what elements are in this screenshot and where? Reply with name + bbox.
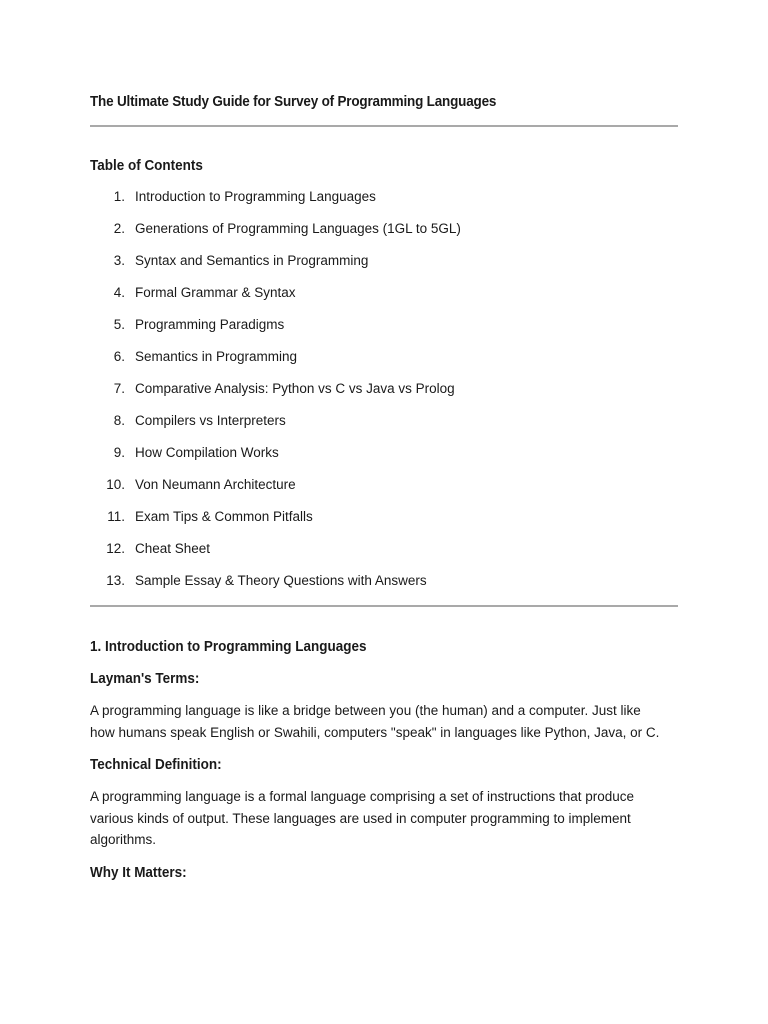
toc-item-number: 3. bbox=[113, 253, 125, 268]
toc-item-text: Programming Paradigms bbox=[135, 317, 285, 332]
toc-item-text: Introduction to Programming Languages bbox=[135, 189, 376, 204]
toc-heading: Table of Contents bbox=[90, 158, 203, 174]
toc-item-number: 5. bbox=[113, 317, 125, 332]
layman-heading: Layman's Terms: bbox=[90, 671, 200, 687]
toc-item bbox=[90, 348, 678, 380]
toc-item-number: 2. bbox=[113, 221, 125, 236]
paragraph-line: A programming language is a formal language comprising a set of instructions that produce bbox=[90, 789, 635, 804]
technical-definition-heading: Technical Definition: bbox=[90, 757, 222, 773]
toc-item bbox=[90, 476, 678, 508]
toc-item-number: 12. bbox=[106, 541, 125, 556]
toc-item-text: Semantics in Programming bbox=[135, 349, 298, 364]
paragraph-line: how humans speak English or Swahili, computers "speak" in languages like Python, Java, or C. bbox=[90, 724, 660, 740]
layman-paragraph bbox=[90, 700, 680, 743]
paragraph-line: algorithms. bbox=[90, 832, 157, 847]
toc-item bbox=[90, 444, 678, 476]
document-title: The Ultimate Study Guide for Survey of Programming Languages bbox=[90, 94, 497, 110]
toc-item-number: 8. bbox=[113, 413, 125, 428]
toc-item-number: 9. bbox=[113, 445, 125, 460]
toc-item-text: Syntax and Semantics in Programming bbox=[135, 253, 369, 268]
toc-item-text: How Compilation Works bbox=[135, 445, 279, 460]
toc-item bbox=[90, 252, 678, 284]
toc-item-number: 4. bbox=[113, 285, 125, 300]
toc-item bbox=[90, 284, 678, 316]
divider bbox=[90, 605, 678, 607]
paragraph-line: A programming language is like a bridge between you (the human) and a computer. Just like bbox=[90, 703, 641, 718]
toc-item bbox=[90, 508, 678, 540]
divider bbox=[90, 125, 678, 127]
technical-definition-paragraph bbox=[90, 786, 680, 851]
toc-item bbox=[90, 380, 678, 412]
toc-item-number: 7. bbox=[113, 381, 125, 396]
section-heading: 1. Introduction to Programming Languages bbox=[90, 639, 367, 655]
toc-item bbox=[90, 188, 678, 220]
toc-item-text: Von Neumann Architecture bbox=[135, 477, 296, 492]
toc-item-number: 6. bbox=[113, 349, 125, 364]
toc-item-text: Generations of Programming Languages (1GL to 5GL) bbox=[135, 221, 461, 236]
toc-item bbox=[90, 316, 678, 348]
table-of-contents bbox=[90, 188, 678, 604]
toc-item-text: Cheat Sheet bbox=[135, 541, 211, 556]
toc-item-text: Compilers vs Interpreters bbox=[135, 413, 286, 428]
toc-item bbox=[90, 220, 678, 252]
toc-item bbox=[90, 572, 678, 604]
toc-item bbox=[90, 412, 678, 444]
toc-item-number: 10. bbox=[106, 477, 125, 492]
why-it-matters-heading: Why It Matters: bbox=[90, 864, 187, 881]
toc-item-number: 1. bbox=[113, 189, 125, 204]
toc-item-number: 11. bbox=[107, 509, 125, 524]
toc-item-text: Formal Grammar & Syntax bbox=[135, 285, 296, 300]
toc-item-text: Exam Tips & Common Pitfalls bbox=[135, 509, 313, 524]
toc-item-number: 13. bbox=[106, 573, 125, 588]
toc-item bbox=[90, 540, 678, 572]
paragraph-line: various kinds of output. These languages are used in computer programming to implement bbox=[90, 810, 631, 826]
toc-item-text: Sample Essay & Theory Questions with Answers bbox=[135, 573, 427, 588]
toc-item-text: Comparative Analysis: Python vs C vs Java vs Prolog bbox=[135, 381, 455, 396]
